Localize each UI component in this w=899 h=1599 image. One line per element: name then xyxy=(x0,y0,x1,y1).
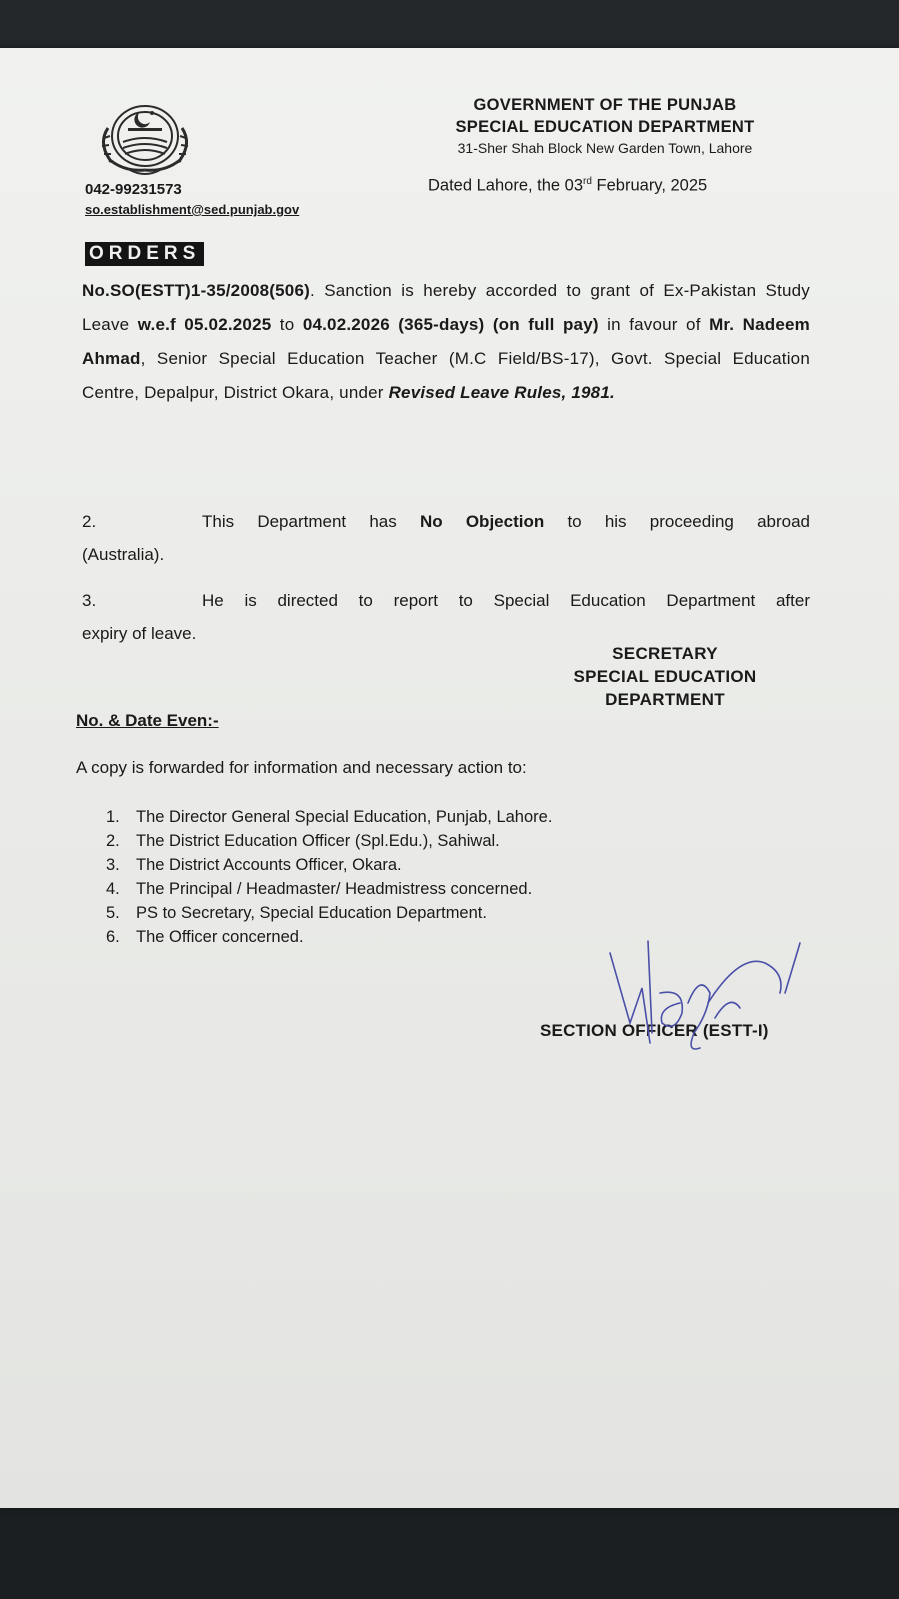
order-paragraph-3 xyxy=(82,584,810,650)
section-officer-title: SECTION OFFICER (ESTT-I) xyxy=(540,1021,769,1040)
list-item xyxy=(100,901,552,925)
date-suffix: February, 2025 xyxy=(591,176,708,195)
signatory-line-2: SPECIAL EDUCATION xyxy=(573,667,757,686)
signatory-line-1: SECRETARY xyxy=(612,644,718,663)
list-number: 3. xyxy=(106,856,120,874)
list-text: PS to Secretary, Special Education Department. xyxy=(136,904,487,922)
list-item xyxy=(100,877,552,901)
copy-forwarded-text: A copy is forwarded for information and necessary action to: xyxy=(76,758,527,777)
leave-rules: Revised Leave Rules, 1981. xyxy=(388,383,615,402)
list-text: The Principal / Headmaster/ Headmistress concerned. xyxy=(136,880,533,898)
list-item xyxy=(100,805,552,829)
list-item xyxy=(100,925,552,949)
para2-text-1: This Department has xyxy=(202,512,420,531)
para1-text-2: to xyxy=(271,315,303,334)
letterhead xyxy=(415,94,795,158)
government-title: GOVERNMENT OF THE PUNJAB xyxy=(473,96,737,114)
para2-line-1 xyxy=(82,505,810,538)
background-bottom xyxy=(0,1500,899,1599)
para2-text-2: to his proceeding abroad xyxy=(544,512,811,531)
document-page xyxy=(0,48,899,1508)
order-paragraph-1 xyxy=(82,274,810,410)
list-number: 4. xyxy=(106,880,120,898)
para1-text-3: in favour of xyxy=(598,315,710,334)
phone-number: 042-99231573 xyxy=(85,181,182,198)
para2-number: 2. xyxy=(82,512,97,531)
no-date-even: No. & Date Even:- xyxy=(76,711,219,730)
para3-line-1 xyxy=(82,584,810,617)
order-number: No.SO(ESTT)1-35/2008(506) xyxy=(82,281,310,300)
list-number: 5. xyxy=(106,904,120,922)
para3-number: 3. xyxy=(82,591,97,610)
signatory-line-3: DEPARTMENT xyxy=(605,690,725,709)
order-paragraph-2 xyxy=(82,505,810,571)
date-prefix: Dated Lahore, the 03 xyxy=(428,176,584,195)
email-address: so.establishment@sed.punjab.gov xyxy=(85,202,300,217)
list-text: The Officer concerned. xyxy=(136,928,304,946)
para3-text-1: He is directed to report to Special Education Department after xyxy=(202,591,810,610)
list-text: The District Accounts Officer, Okara. xyxy=(136,856,402,874)
list-text: The District Education Officer (Spl.Edu.), Sahiwal. xyxy=(136,832,500,850)
date-superscript: rd xyxy=(583,176,592,187)
punjab-emblem-logo xyxy=(90,98,200,185)
signatory-block xyxy=(540,642,790,711)
department-address: 31-Sher Shah Block New Garden Town, Lahore xyxy=(457,140,753,156)
list-text: The Director General Special Education, Punjab, Lahore. xyxy=(136,808,553,826)
leave-end-date: 04.02.2026 (365-days) (on full pay) xyxy=(302,315,599,334)
para1-text-1: . Sanction is hereby accorded to grant of Ex-Pakistan Study Leave xyxy=(82,281,810,334)
list-number: 1. xyxy=(106,808,120,826)
department-title: SPECIAL EDUCATION DEPARTMENT xyxy=(455,118,755,136)
list-item xyxy=(100,829,552,853)
handwritten-signature xyxy=(590,933,830,1088)
no-objection: No Objection xyxy=(419,512,545,531)
para1-text-4: , Senior Special Education Teacher (M.C Field/BS-17), Govt. Special Education Centre, Depalpur, District Okara, under xyxy=(82,349,810,402)
list-item xyxy=(100,853,552,877)
date-line xyxy=(428,176,707,196)
list-number: 6. xyxy=(106,928,120,946)
leave-start-date: w.e.f 05.02.2025 xyxy=(137,315,272,334)
list-number: 2. xyxy=(106,832,120,850)
orders-heading: ORDERS xyxy=(85,242,204,266)
officer-name: Mr. Nadeem Ahmad xyxy=(82,315,810,368)
recipient-list xyxy=(100,805,552,949)
para2-line-2: (Australia). xyxy=(82,545,165,564)
para3-line-2: expiry of leave. xyxy=(82,624,197,643)
